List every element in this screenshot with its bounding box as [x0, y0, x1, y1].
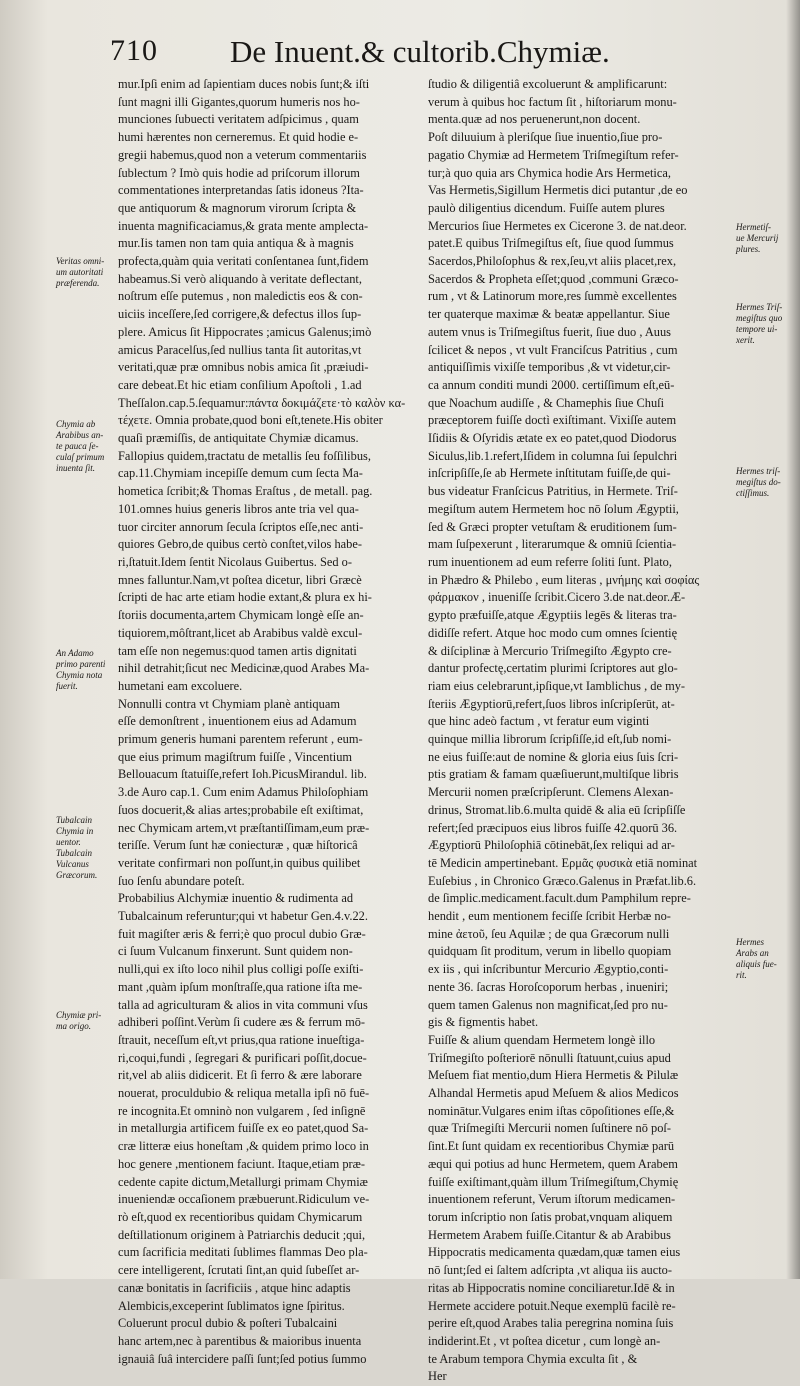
text-line: Alembicis,exceperint ſublimatos igne ſpiritus.: [118, 1298, 345, 1313]
margin-note-line: ctiſſimus.: [736, 488, 770, 498]
text-line: inuenta magnificaciamus,& grata mente amplecta-: [118, 218, 369, 233]
text-line: & diſciplinæ à Mercurio Triſmegiſto Ægypto cre-: [428, 643, 672, 658]
text-line: rum inuentionem ad eum referre ſoliti ſunt. Plato,: [428, 554, 672, 569]
text-line: commentationes interpretandas ſatis idoneus ?Ita-: [118, 183, 364, 198]
text-line: tē Medicin ampertinebant. Ερμᾶς φυσικὰ etiā nominat: [428, 855, 698, 870]
text-line: humetani eam excoluere.: [118, 678, 243, 693]
text-line: Euſebius , in Chronico Græco.Galenus in Præfat.lib.6.: [428, 873, 697, 888]
text-line: ſuos docuerit,& alias artes;probabile eſt exiſtimat,: [118, 802, 364, 817]
margin-note-line: Vulcanus: [56, 859, 89, 869]
text-line: dantur profectę,certatim plurimi ſcriptores aut glo-: [428, 661, 678, 676]
text-line: veritati,quæ præ omnibus nobis amica ſit ,præiudi-: [118, 360, 369, 375]
text-line: tur;à quo quia ars Chymica hodie Ars Hermetica,: [428, 165, 671, 180]
margin-note-line: Arabibus an-: [56, 430, 104, 440]
text-line: quidquam ſit proditum, verum in libello quopiam: [428, 944, 672, 959]
text-line: Nonnulli contra vt Chymiam planè antiquam: [118, 696, 340, 711]
text-line: Fuiſſe & alium quendam Hermetem longè illo: [428, 1032, 656, 1047]
text-line: inueniendæ occaſionem præbuerunt.Ridiculum ve-: [118, 1192, 370, 1207]
margin-note-line: Chymiæ pri-: [56, 1010, 102, 1020]
text-line: Iſidiis & Oſyridis ætate ex eo patet,quod Diodorus: [428, 431, 677, 446]
text-line: profecta,quàm quia veritati conſentanea ſunt,fidem: [118, 254, 369, 269]
text-line: inuentionem referunt, Verum iſtorum medicamen-: [428, 1192, 676, 1207]
text-line: que Noachum audiſſe , & Chamephis ſiue Chuſi: [428, 395, 665, 410]
text-line: noſtrum eſſe putemus , non maledictis eos & con-: [118, 289, 363, 304]
text-line: rò eſt,quod ex recentioribus quidam Chymicarum: [118, 1210, 363, 1224]
margin-note-line: um autoritati: [56, 267, 104, 277]
text-line: quæ Triſmegiſti Mercurii nomen ſuſtinere nō poſ-: [428, 1121, 671, 1136]
text-line: ri,coqui,fundi , ſegregari & purificari poſſit,docue-: [118, 1050, 367, 1065]
text-line: ſtoriis documenta,artem Chymicam longè eſſe an-: [118, 608, 364, 623]
text-line: ne eius fuiſſe:aut de nomine & gloria eius ſuis ſcri-: [428, 749, 679, 764]
text-line: Coluerunt procul dubio & poſteri Tubalcaini: [118, 1316, 338, 1331]
text-line: quinque millia librorum ſcripſiſſe,id eſt,ſub nomi-: [428, 732, 672, 747]
margin-note-line: Hermes Triſ-: [736, 302, 783, 312]
text-line: pagatio Chymiæ ad Hermetem Triſmegiſtum refer-: [428, 147, 679, 162]
text-line: φάρμακον , inueniſſe ſcribit.Cicero 3.de nat.deor.Æ-: [428, 590, 686, 605]
text-line: Bellouacum ſtatuiſſe,refert Ioh.PicusMirandul. lib.: [118, 767, 367, 782]
text-line: 3.de Auro cap.1. Cum enim Adamus Philoſophiam: [118, 785, 369, 800]
text-line: ptis gratiam & famam quæſiuerunt,multiſque libris: [428, 767, 679, 782]
text-line: ſteriis Ægyptiorū,refert,ſuos libros inſcripſerūt, at-: [428, 696, 675, 711]
text-line: ſunt magni illi Gigantes,quorum humeris nos ho-: [118, 94, 360, 109]
text-line: ri,ſtatuit.Idem ſentit Nicolaus Guibertus. Sed o-: [118, 554, 353, 569]
page-edge-shadow: [786, 0, 800, 1279]
text-line: patet.E quibus Triſmegiſtus eſt, ſiue quod ſummus: [428, 236, 674, 251]
text-line: ſcripti de hac arte etiam hodie extant,& plura ex hi-: [118, 590, 372, 605]
margin-note: [56, 1010, 118, 1032]
text-line: cum ſacrificia meditati ſublimes flammas Deo pla-: [118, 1245, 368, 1260]
margin-note-line: primo parenti: [56, 659, 106, 669]
margin-note-line: tempore ui-: [736, 324, 778, 334]
text-line: mine ἀετοῦ, ſeu Aquilæ ; de qua Græcorum nulli: [428, 926, 670, 941]
text-line: que hinc adeò factum , vt feratur eum viginti: [428, 714, 650, 729]
margin-note-line: Tubalcain: [56, 848, 93, 858]
margin-note-line: Hermes: [736, 937, 764, 947]
text-line: verum à quibus hoc factum ſit , hiſtoriarum monu-: [428, 94, 677, 109]
text-line: amicus Paracelſus,ſed nullius tanta ſit autoritas,vt: [118, 342, 362, 357]
text-line: plere. Amicus ſit Hippocrates ;amicus Galenus;imò: [118, 324, 372, 339]
text-line: didiſſe refert. Atque hoc modo cum omnes ſcientię: [428, 625, 678, 640]
text-line: deſtillationum originem à Patriarchis deducit ;qui,: [118, 1227, 366, 1242]
margin-note-line: uentor.: [56, 837, 81, 847]
text-line: ſtudio & diligentiâ excoluerunt & amplificarunt:: [428, 77, 668, 91]
text-line: gregii habemus,quod non a veterum commentariis: [118, 147, 367, 162]
page-header: [110, 34, 670, 74]
text-line: habeamus.Si verò aliquando à veritate deflectant,: [118, 271, 362, 286]
text-line: Sacerdos & Propheta eſſet;quod ,communi Græco-: [428, 271, 679, 286]
text-line: ignauiâ ſuâ intercidere paſſi ſunt;ſed potius ſummo: [118, 1351, 367, 1366]
margin-note-line: ue Mercurij: [736, 233, 779, 243]
text-line: antiquiſſimis vixiſſe temporibus ,& vt videtur,cir-: [428, 360, 671, 375]
text-line: mnes falluntur.Nam,vt poſtea dicetur, libri Græcè: [118, 572, 362, 587]
text-line: hoc genere ,mentionem faciunt. Itaque,etiam præ-: [118, 1156, 366, 1171]
text-line: cap.11.Chymiam incepiſſe demum cum ſecta Ma-: [118, 466, 363, 481]
text-line: cedente capite dictum,Metallurgi primam Chymiæ: [118, 1174, 368, 1189]
text-line: bus videatur Franſcicus Patritius, in Hermete. Triſ-: [428, 484, 678, 499]
text-line: Hippocratis medicamenta quædam,quæ tamen eius: [428, 1245, 681, 1260]
text-line: in metallurgia artificem fuiſſe ex eo patet,quod Sa-: [118, 1121, 369, 1136]
text-line: Vas Hermetis,Sigillum Hermetis dici putantur ,de eo: [428, 183, 688, 198]
text-line: Siculus,lib.1.refert,Iſidem in columna ſui ſepulchri: [428, 448, 678, 463]
text-line: æqui qui potius ad hunc Hermetem, quem Arabem: [428, 1156, 678, 1171]
margin-note-line: inuenta ſit.: [56, 463, 95, 473]
text-line: Meſuem fiat mentio,dum Hiera Hermetis & Pilulæ: [428, 1068, 679, 1083]
margin-note-line: megiſtus do-: [736, 477, 781, 487]
text-line: ſcilicet & nepos , vt vult Franciſcus Patritius , cum: [428, 342, 678, 357]
text-line: canæ bonitatis in ſacrificiis , atque hinc adaptis: [118, 1280, 351, 1295]
margin-note-line: Chymia ab: [56, 419, 96, 429]
margin-note-line: plures.: [736, 244, 761, 254]
text-line: Sacerdos,Philoſophus & rex,ſeu,vt aliis placet,rex,: [428, 254, 677, 269]
text-line: quiores Gebro,de quibus certò conſtet,vilos habe-: [118, 537, 362, 552]
text-line: perire eſt,quod Arabes talia peregrina nomina ſuis: [428, 1316, 674, 1331]
text-line: talla ad agriculturam & alios in vita communi vſus: [118, 997, 368, 1012]
margin-note-line: megiſtus quo: [736, 313, 783, 323]
text-line: de ſimplic.medicament.facult.dum Pamphilum repre-: [428, 891, 691, 906]
margin-note: [56, 419, 118, 474]
text-line: quem tamen Galenus non magnificat,ſed pro nu-: [428, 997, 668, 1012]
margin-note-line: culaſ primum: [56, 452, 105, 462]
text-line: 101.omnes huius generis libros ante tria vel qua-: [118, 501, 359, 516]
text-line: Hermete accidere potuit.Neque exemplū facilè re-: [428, 1298, 676, 1313]
text-line: que eius primum magiſtrum fuiſſe , Vincentium: [118, 749, 353, 764]
text-line: ſtrauit, neceſſum eſt,vt prius,qua ratione inueſtiga-: [118, 1032, 365, 1047]
text-line: paulò diligentius dicendum. Fuiſſe autem plures: [428, 200, 665, 215]
text-line: tam eſſe non negemus:quod tamen artis dignitati: [118, 643, 357, 658]
text-line: ſublectum ? Imò quis hodie ad priſcorum illorum: [118, 165, 360, 180]
text-line: Mercurii nomen præſcripſerunt. Clemens Alexan-: [428, 785, 674, 800]
margin-note-line: te pauca ſe-: [56, 441, 99, 451]
text-line: fuiſſe exiſtimant,quàm illum Triſmegiſtum,Chymię: [428, 1174, 679, 1189]
text-line: te Arabum tempora Chymia exculta ſit , &: [428, 1351, 638, 1366]
margin-note-line: Chymia in: [56, 826, 94, 836]
text-line: humi hærentes non cerneremus. Et quid hodie e-: [118, 130, 359, 145]
margin-note-line: fuerit.: [56, 681, 78, 691]
margin-note-line: ma origo.: [56, 1021, 92, 1031]
text-line: mam ſuſpexerunt , literarumque & omniū ſcientia-: [428, 537, 677, 552]
text-line: mur.Ipſi enim ad ſapientiam duces nobis ſunt;& iſti: [118, 77, 370, 91]
text-line: nec Chymicam artem,vt præſtantiſſimam,eum præ-: [118, 820, 370, 835]
margin-note-line: Tubalcain: [56, 815, 93, 825]
text-line: munciones ſubuecti veritatem adſpicimus , quam: [118, 112, 359, 127]
text-line: menta.quæ ad nos peruenerunt,non docent.: [428, 112, 641, 127]
running-title: De Inuent.& cultorib.Chymiæ.: [230, 34, 610, 69]
text-line: re incognita.Et omninò non vulgarem , ſed inſignē: [118, 1103, 366, 1118]
text-line: hanc artem,nec à parentibus & maioribus inuenta: [118, 1333, 362, 1348]
text-line: nō ſunt;ſed ei ſaltem adſcripta ,vt aliqua iis aucto-: [428, 1263, 672, 1278]
text-line: drinus, Stromat.lib.6.multa quidē & alia eū ſcripſiſſe: [428, 802, 686, 817]
text-line: mur.Iis tamen non tam quia antiqua & à magnis: [118, 236, 354, 251]
text-line: inſcripſiſſe,ſe ab Hermete inſtitutam fuiſſe,de qui-: [428, 466, 671, 481]
text-line: ex iis , qui inſcribuntur Mercurio Ægyptio,conti-: [428, 962, 669, 977]
text-line: adhiberi poſſint.Verùm ſi cudere æs & ferrum mō-: [118, 1015, 366, 1030]
text-line: cræ litteræ eius honeſtam ,& quidem primo loco in: [118, 1139, 369, 1154]
text-line: τέχετε. Omnia probate,quod boni eſt,tenete.His obiter: [118, 413, 383, 428]
margin-note: [56, 256, 118, 289]
text-line: Probabilius Alchymiæ inuentio & rudimenta ad: [118, 891, 354, 906]
page-number: 710: [110, 34, 158, 67]
margin-note-line: Hermetiſ-: [736, 222, 771, 232]
text-line: torum inſcriptio non ſatis probat,vnquam aliquem: [428, 1210, 673, 1224]
text-line: uiciis inceſſere,ſed corrigere,& defectus illos ſup-: [118, 307, 362, 322]
text-line: hendit , eum mentionem feciſſe ſcribit Herbæ no-: [428, 909, 671, 924]
margin-note-line: Græcorum.: [56, 870, 98, 880]
text-line: Alhandal Hermetis apud Meſuem & alios Medicos: [428, 1086, 679, 1101]
text-line: Ægyptiorū Philoſophiā cōtinebāt,ſex reliqui ad ar-: [428, 838, 675, 853]
text-line: tiquiorem,môſtrant,licet ab Arabibus valdè excul-: [118, 625, 363, 640]
text-line: cere intelligerent, ſcrutati ſint,an quid ſubeſſet ar-: [118, 1263, 360, 1278]
text-line: ſed & Græci propter vetuſtam & eruditionem ſum-: [428, 519, 677, 534]
text-line: mant ,quàm ipſum monſtraſſe,qua ratione iſta me-: [118, 979, 363, 994]
left-text-column: [118, 76, 424, 1368]
text-line: Poſt diluuium à pleriſque ſiue inuentio,ſiue pro-: [428, 130, 663, 145]
text-line: gis & figmentis habet.: [428, 1015, 539, 1030]
text-line: ter quaterque maximæ & beatæ appellantur. Siue: [428, 307, 670, 322]
margin-note-line: Hermes triſ-: [736, 466, 781, 476]
text-line: præceptorem fuiſſe doctì exiſtimant. Vixiſſe autem: [428, 413, 677, 428]
text-line: ſint.Et ſunt quidam ex recentioribus Chymiæ parū: [428, 1139, 675, 1154]
text-line: rum , vt & Latinorum more,res ſummè excellentes: [428, 289, 677, 304]
text-line: tuor circiter annorum ſecula ſcriptos eſſe,nec anti-: [118, 519, 364, 534]
margin-note-line: Arabs an: [736, 948, 769, 958]
text-line: Hermetem Arabem fuiſſe.Citantur & ab Arabibus: [428, 1227, 671, 1242]
margin-note: [56, 648, 118, 692]
text-line: ci ſuum Vulcanum finxerunt. Sunt quidem non-: [118, 944, 353, 959]
margin-note: [56, 815, 118, 881]
text-line: teriſſe. Verum ſunt hæ coniecturæ , quæ hiſtoricâ: [118, 838, 358, 853]
text-line: ſuo ſenſu abundare poteſt.: [118, 873, 245, 888]
text-line: nominātur.Vulgares enim iſtas cōpoſitiones eſſe,&: [428, 1103, 675, 1118]
text-line: veritate confirmari non poſſunt,in quibus quilibet: [118, 855, 361, 870]
text-line: autem vnus is Triſmegiſtus fuerit, ſiue duo , Auus: [428, 324, 671, 339]
margin-note-line: Veritas omni-: [56, 256, 105, 266]
text-line: care debeat.Et hic etiam conſilium Apoſtoli , 1.ad: [118, 377, 362, 392]
text-line: nulli,qui ex iſto loco nihil plus colligi poſſe exiſti-: [118, 962, 364, 977]
text-line: Mercurios ſiue Hermetes ex Cicerone 3. de nat.deor.: [428, 218, 687, 233]
margin-note-line: Chymia nota: [56, 670, 103, 680]
text-line: que antiquorum & magnorum virorum ſcripta &: [118, 200, 357, 215]
margin-note-line: rit.: [736, 970, 747, 980]
text-line: rit,vel ab aliis didicerit. Et ſi ferro & ære laborare: [118, 1068, 362, 1083]
text-line: nouerat, proculdubio & reliqua metalla ipſi nō fuē-: [118, 1086, 370, 1101]
text-line: Triſmegiſto poſteriorē nōnulli ſtatuunt,cuius apud: [428, 1050, 671, 1065]
text-line: fuit magiſter æris & ferri;è quo procul dubio Græ-: [118, 926, 366, 941]
right-text-column: [428, 76, 734, 1386]
text-line: ca annum conditi mundi 2000. certiſſimum eſt,eū-: [428, 377, 675, 392]
text-line: riam eius celebrarunt,ipſique,vt Iamblichus , de my-: [428, 678, 686, 693]
text-line: indiderint.Et , vt poſtea dicetur , cum longè an-: [428, 1333, 661, 1348]
text-line: Tubalcainum referuntur;qui vt habetur Gen.4.v.22.: [118, 909, 368, 924]
text-line: ritas ab Hippocratis nomine conciliaretur.Idē & in: [428, 1280, 675, 1295]
text-line: megiſtum autem Hermetem hoc nō ſolum Ægyptii,: [428, 501, 679, 516]
text-line: Her: [428, 1369, 447, 1384]
margin-note-line: xerit.: [736, 335, 755, 345]
margin-note-line: An Adamo: [56, 648, 94, 658]
text-line: primum generis humani parentem referunt , eum-: [118, 732, 363, 747]
text-line: nihil detrahit;ſicut nec Medicinæ,quod Arabes Ma-: [118, 661, 370, 676]
text-line: eſſe demonſtrent , inuentionem eius ad Adamum: [118, 714, 357, 729]
text-line: nente 36. ſacras Horoſcoporum herbas , inueniri;: [428, 979, 669, 994]
text-line: Theſſalon.cap.5.ſequamur:πάντα δοκιμάζετε·τὸ καλὸν κα-: [118, 395, 406, 410]
text-line: quaſi præmiſſis, de antiquitate Chymiæ dicamus.: [118, 431, 359, 446]
margin-note-line: aliquis fue-: [736, 959, 777, 969]
text-line: in Phædro & Philebo , eum literas , μνήμης καὶ σοφίας: [428, 572, 700, 587]
margin-note-line: præferenda.: [56, 278, 100, 288]
text-line: gypto præfuiſſe,atque Ægyptiis legēs & literas tra-: [428, 608, 677, 623]
text-line: refert;ſed præcipuos eius libros fuiſſe 42.quorū 36.: [428, 820, 678, 835]
text-line: hometica ſcribit;& Thomas Eraſtus , de metall. pag.: [118, 484, 373, 499]
text-line: Fallopius quidem,tractatu de metallis ſeu foſſilibus,: [118, 448, 371, 463]
